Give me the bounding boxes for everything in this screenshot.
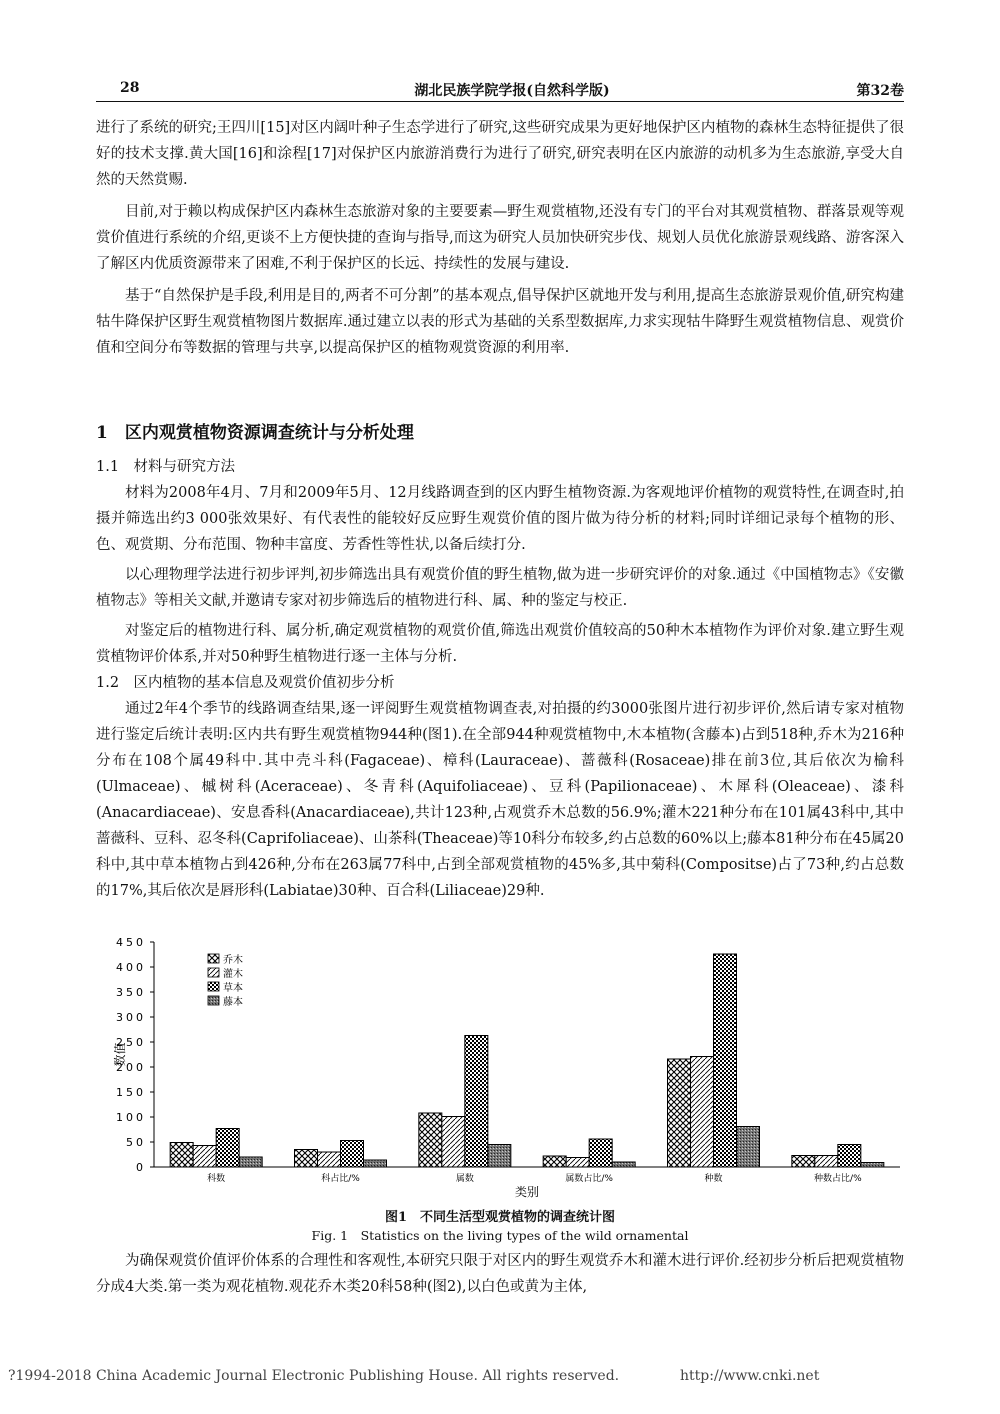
y-tick-label: 200 <box>116 1061 146 1074</box>
footer-copyright: ?1994-2018 China Academic Journal Electronic Publishing House. All rights reserved. <box>8 1368 620 1384</box>
after-figure-text <box>96 1248 904 1300</box>
section-1-heading: 1 区内观赏植物资源调查统计与分析处理 <box>96 423 414 443</box>
figure-caption-cn: 图1 不同生活型观赏植物的调查统计图 <box>384 1210 616 1225</box>
intro-text <box>96 115 904 361</box>
figure-caption-en: Fig. 1 Statistics on the living types of the wild ornamental <box>311 1228 689 1243</box>
x-tick-label: 属数 <box>455 1174 474 1184</box>
legend-label: 藤本 <box>223 997 243 1008</box>
bar-灌木-种数占比/% <box>815 1156 838 1168</box>
bar-草本-种数占比/% <box>838 1145 861 1168</box>
bar-灌木-种数 <box>691 1057 714 1168</box>
legend-swatch <box>208 954 219 963</box>
section-1-1-paragraph-2: 以心理物理学法进行初步评判,初步筛选出具有观赏价值的野生植物,做为进一步研究评价的对象.通过《中国植物志》《安徽植物志》等相关文献,并邀请专家对初步筛选后的植物进行科、属、种的鉴定与校正. <box>96 567 904 609</box>
y-tick-label: 150 <box>116 1086 146 1099</box>
legend-swatch <box>208 996 219 1005</box>
y-tick-label: 400 <box>116 961 146 974</box>
bar-灌木-科数 <box>193 1146 216 1168</box>
y-tick-label: 450 <box>116 936 146 949</box>
bar-草本-属数占比/% <box>589 1139 612 1167</box>
bar-乔木-科占比/% <box>295 1150 318 1168</box>
header-rule <box>96 101 904 102</box>
x-tick-label: 种数 <box>704 1174 723 1184</box>
legend-swatch <box>208 982 219 991</box>
bar-草本-属数 <box>465 1036 488 1168</box>
bar-藤本-属数 <box>488 1145 511 1168</box>
bar-藤本-科数 <box>239 1157 262 1167</box>
section-1-2-paragraph-1: 通过2年4个季节的线路调查结果,逐一评阅野生观赏植物调查表,对拍摄的约3000张图片进行初步评价,然后请专家对植物进行鉴定后统计表明:区内共有野生观赏植物944种(图1).在全部944种观赏植物中,木本植物(含藤本)占到518种,乔木为216种分布在108个属49科中.其中壳斗科(Fagaceae)、樟科(Lauraceae)、蔷薇科(Rosaceae)排在前3位,其后依次为榆科(Ulmaceae)、槭树科(Aceraceae)、冬青科(Aquifoliaceae)、豆科(Papilionaceae)、木犀科(Oleaceae)、漆科(Anacardiaceae)、安息香科(Anacardiaceae),共计123种,占观赏乔木总数的56.9%;灌木221种分布在101属43科中,其中蔷薇科、豆科、忍冬科(Caprifoliaceae)、山茶科(Theaceae)等10科分布较多,约占总数的60%以上;藤本81种分布在45属20科中,其中草本植物占到426种,分布在263属77科中,占到全部观赏植物的45%多,其中菊科(Compositse)占了73种,约占总数的17%,其后依次是唇形科(Labiatae)30种、百合科(Liliaceae)29种. <box>96 701 904 899</box>
legend-label: 灌木 <box>223 969 243 980</box>
bar-乔木-种数占比/% <box>792 1156 815 1168</box>
bar-藤本-种数占比/% <box>861 1163 884 1168</box>
bar-草本-种数 <box>714 954 737 1167</box>
bar-chart <box>110 934 910 1202</box>
page-number: 28 <box>120 80 140 96</box>
bar-乔木-科数 <box>170 1143 193 1168</box>
x-tick-label: 种数占比/% <box>814 1174 862 1184</box>
intro-paragraph-3: 基于“自然保护是手段,利用是目的,两者不可分割”的基本观点,倡导保护区就地开发与利用,提高生态旅游景观价值,研究构建牯牛降保护区野生观赏植物图片数据库.通过建立以表的形式为基础的关系型数据库,力求实现牯牛降野生观赏植物信息、观赏价值和空间分布等数据的管理与共享,以提高保护区的植物观赏资源的利用率. <box>96 288 904 356</box>
y-tick-label: 350 <box>116 986 146 999</box>
intro-paragraph-1: 进行了系统的研究;王四川[15]对区内阔叶种子生态学进行了研究,这些研究成果为更好地保护区内植物的森林生态特征提供了很好的技术支撑.黄大国[16]和涂程[17]对保护区内旅游消费行为进行了研究,研究表明在区内旅游的动机多为生态旅游,享受大自然的天然赏赐. <box>96 120 904 188</box>
intro-paragraph-2: 目前,对于赖以构成保护区内森林生态旅游对象的主要要素—野生观赏植物,还没有专门的平台对其观赏植物、群落景观等观赏价值进行系统的介绍,更谈不上方便快捷的查询与指导,而这为研究人员加快研究步伐、规划人员优化旅游景观线路、游客深入了解区内优质资源带来了困难,不利于保护区的长远、持续性的发展与建设. <box>96 204 904 272</box>
section-1-1-paragraph-1: 材料为2008年4月、7月和2009年5月、12月线路调查到的区内野生植物资源.为客观地评价植物的观赏特性,在调查时,拍摄并筛选出约3 000张效果好、有代表性的能较好反应野生观赏价值的图片做为待分析的材料;同时详细记录每个植物的形、色、观赏期、分布范围、物种丰富度、芳香性等性状,以备后续打分. <box>96 485 904 553</box>
running-header <box>120 76 904 102</box>
journal-title: 湖北民族学院学报(自然科学版) <box>414 83 610 99</box>
y-tick-label: 100 <box>116 1111 146 1124</box>
y-tick-label: 300 <box>116 1011 146 1024</box>
figure-1-chart <box>110 934 910 1202</box>
y-tick-label: 0 <box>136 1161 146 1174</box>
x-tick-label: 科占比/% <box>321 1174 360 1184</box>
bar-乔木-属数 <box>419 1113 442 1167</box>
section-1-1-paragraph-3: 对鉴定后的植物进行科、属分析,确定观赏植物的观赏价值,筛选出观赏价值较高的50种木本植物作为评价对象.建立野生观赏植物评价体系,并对50种野生植物进行逐一主体与分析. <box>96 623 904 665</box>
volume-label: 第32卷 <box>856 83 904 99</box>
bar-灌木-科占比/% <box>318 1152 341 1167</box>
legend-swatch <box>208 968 219 977</box>
legend-label: 乔木 <box>223 955 243 966</box>
section-1 <box>96 418 904 904</box>
bar-灌木-属数占比/% <box>566 1158 589 1168</box>
bar-藤本-属数占比/% <box>612 1162 635 1167</box>
bar-灌木-属数 <box>442 1117 465 1168</box>
bar-草本-科占比/% <box>341 1141 364 1168</box>
bar-草本-科数 <box>216 1129 239 1168</box>
bar-乔木-种数 <box>668 1059 691 1167</box>
footer-url[interactable]: http://www.cnki.net <box>680 1368 820 1384</box>
x-tick-label: 科数 <box>207 1174 226 1184</box>
legend-label: 草本 <box>223 983 243 994</box>
after-figure-paragraph: 为确保观赏价值评价体系的合理性和客观性,本研究只限于对区内的野生观赏乔木和灌木进行评价.经初步分析后把观赏植物分成4大类.第一类为观花植物.观花乔木类20科58种(图2),以白色或黄为主体, <box>96 1253 904 1295</box>
bar-藤本-科占比/% <box>364 1160 387 1167</box>
bar-乔木-属数占比/% <box>543 1156 566 1167</box>
section-1-1-heading: 1.1 材料与研究方法 <box>96 459 236 475</box>
x-tick-label: 属数占比/% <box>565 1174 613 1184</box>
y-tick-label: 250 <box>116 1036 146 1049</box>
y-axis-label: 数值 <box>113 1042 127 1067</box>
x-axis-label: 类别 <box>514 1185 540 1199</box>
y-tick-label: 50 <box>126 1136 146 1149</box>
bar-藤本-种数 <box>737 1127 760 1168</box>
section-1-2-heading: 1.2 区内植物的基本信息及观赏价值初步分析 <box>96 675 395 691</box>
